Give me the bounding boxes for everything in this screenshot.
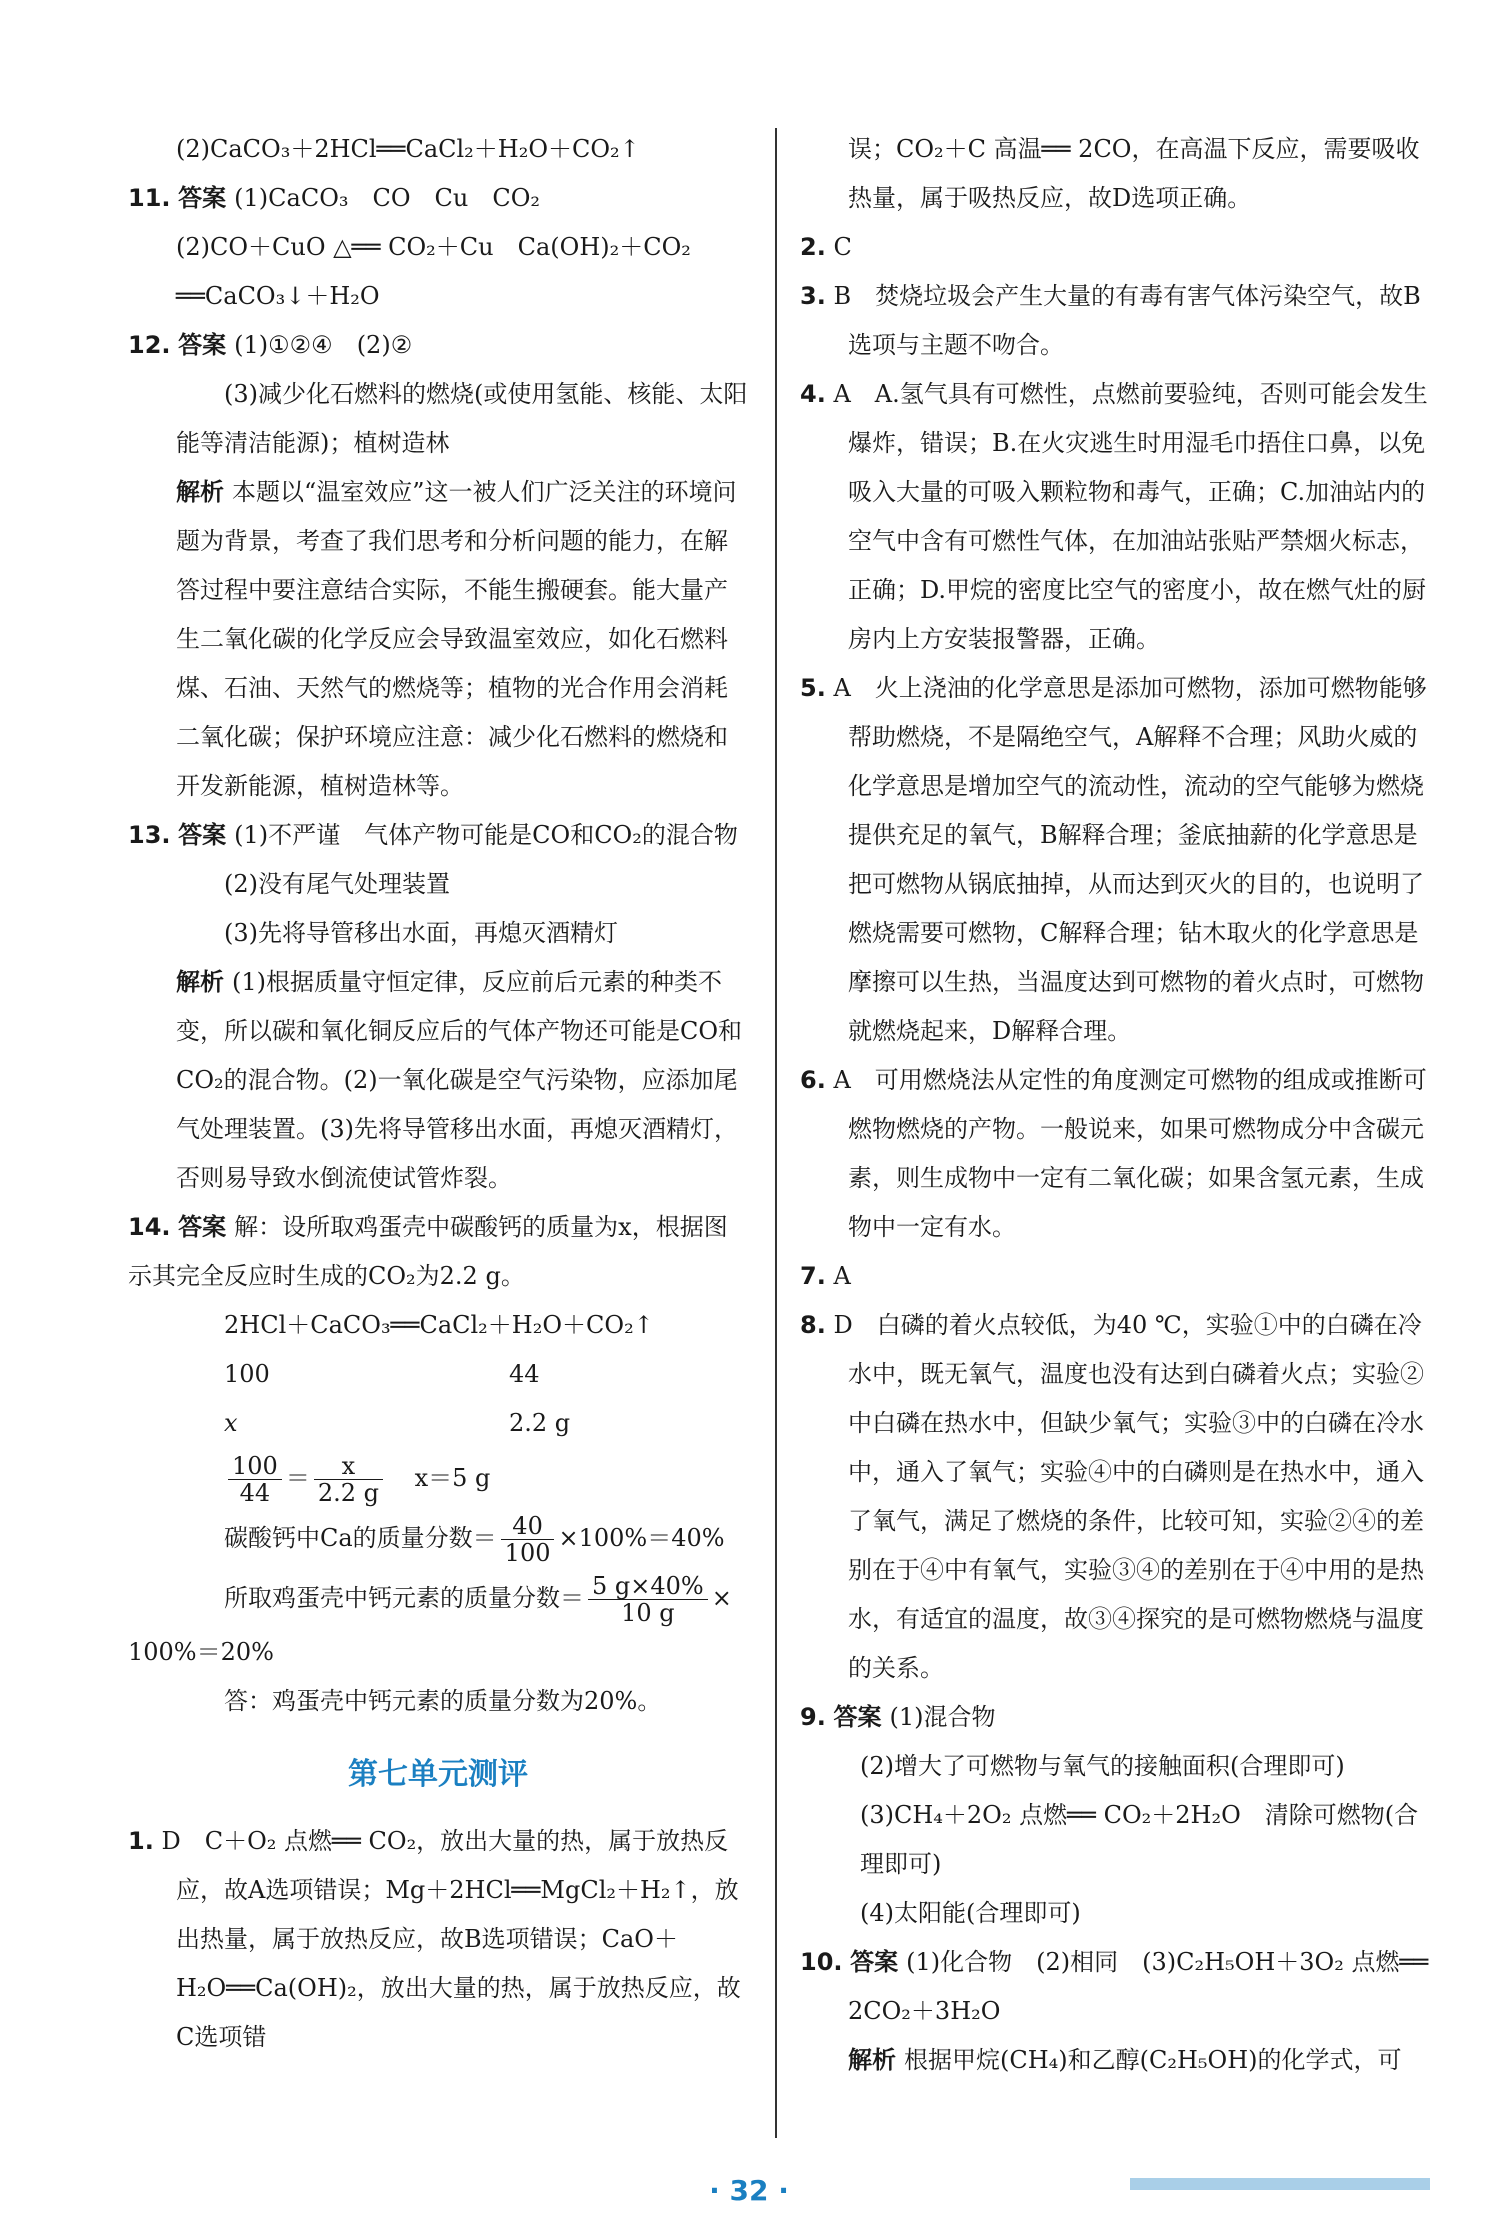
q3-answer bbox=[800, 272, 1440, 370]
answer-label: 答案 bbox=[178, 1213, 227, 1241]
q14-ca-pre: 碳酸钙中Ca的质量分数＝ bbox=[224, 1524, 497, 1552]
q11-answer-2-cont: ══CaCO₃↓＋H₂O bbox=[176, 282, 380, 310]
column-divider bbox=[775, 128, 777, 2138]
q4-answer bbox=[800, 370, 1440, 664]
q4-number: 4. bbox=[800, 380, 826, 408]
q11-answer-1: (1)CaCO₃ CO Cu CO₂ bbox=[234, 184, 541, 212]
q2-answer bbox=[800, 223, 1440, 272]
q14-egg-fraction bbox=[128, 1568, 748, 1628]
q13-answer-3: (3)先将导管移出水面，再熄灭酒精灯 bbox=[224, 919, 618, 947]
fraction-numerator: x bbox=[314, 1453, 383, 1480]
q9-number: 9. bbox=[800, 1703, 826, 1731]
q9-answer bbox=[800, 1693, 1440, 1742]
q14-answer bbox=[128, 1203, 748, 1301]
q14-ratio-1a: 100 bbox=[224, 1360, 270, 1388]
q14-equation: 2HCl＋CaCO₃══CaCl₂＋H₂O＋CO₂↑ bbox=[224, 1311, 654, 1339]
fraction-denominator: 100 bbox=[504, 1539, 551, 1567]
q12-answer-1: (1)①②④ (2)② bbox=[234, 331, 413, 359]
q14-proportion bbox=[128, 1448, 748, 1508]
q9-answer-3: (3)CH₄＋2O₂ 点燃══ CO₂＋2H₂O 清除可燃物(合理即可) bbox=[860, 1801, 1419, 1878]
q9-answer-4: (4)太阳能(合理即可) bbox=[860, 1899, 1081, 1927]
q13-answer bbox=[128, 811, 748, 860]
answer-label: 答案 bbox=[178, 331, 227, 359]
q14-ca-post: ×100%＝40% bbox=[558, 1524, 725, 1552]
q12-analysis-text: 本题以“温室效应”这一被人们广泛关注的环境问题为背景，考查了我们思考和分析问题的能力，在解答过程中要注意结合实际，不能生搬硬套。能大量产生二氧化碳的化学反应会导致温室效应，如化石燃料煤、石油、天然气的燃烧等；植物的光合作用会消耗二氧化碳；保护环境应注意：减少化石燃料的燃烧和开发新能源，植树造林等。 bbox=[176, 478, 737, 800]
page-number: · 32 · bbox=[709, 2174, 789, 2207]
q5-number: 5. bbox=[800, 674, 826, 702]
q10-continuation: (2)CaCO₃＋2HCl══CaCl₂＋H₂O＋CO₂↑ bbox=[176, 135, 640, 163]
q6-text: A 可用燃烧法从定性的角度测定可燃物的组成或推断可燃物燃烧的产物。一般说来，如果可燃物成分中含碳元素，则生成物中一定有二氧化碳；如果含氢元素，生成物中一定有水。 bbox=[833, 1066, 1427, 1241]
fraction-numerator: 40 bbox=[501, 1513, 555, 1540]
q5-answer bbox=[800, 664, 1440, 1056]
q14-egg-cont: 100%＝20% bbox=[128, 1638, 274, 1666]
fraction-denominator: 44 bbox=[239, 1479, 271, 1507]
q14-egg-frac bbox=[588, 1573, 708, 1626]
q8-text: D 白磷的着火点较低，为40 ℃，实验①中的白磷在冷水中，既无氧气，温度也没有达到白磷着火点；实验②中白磷在热水中，但缺少氧气；实验③中的白磷在冷水中，通入了氧气；实验④中的白磷则是在热水中，通入了氧气，满足了燃烧的条件，比较可知，实验②④的差别在于④中有氧气，实验③④的差别在于④中用的是热水，有适宜的温度，故③④探究的是可燃物燃烧与温度的关系。 bbox=[833, 1311, 1424, 1682]
q14-ratio-row-1 bbox=[128, 1350, 748, 1399]
q7-answer bbox=[800, 1252, 1440, 1301]
q10-answer bbox=[800, 1938, 1440, 2036]
q10-analysis-text: 根据甲烷(CH₄)和乙醇(C₂H₅OH)的化学式，可 bbox=[904, 2046, 1402, 2074]
q9-answer-2-text: (2)增大了可燃物与氧气的接触面积(合理即可) bbox=[860, 1752, 1345, 1780]
q13-analysis bbox=[128, 958, 748, 1203]
q14-ca-fraction bbox=[128, 1508, 748, 1568]
q1-number: 1. bbox=[128, 1827, 154, 1855]
q10-number: 10. bbox=[800, 1948, 843, 1976]
q14-ratio-2a: x bbox=[224, 1409, 238, 1437]
q8-number: 8. bbox=[800, 1311, 826, 1339]
equals-sign: ＝ bbox=[285, 1464, 310, 1492]
q12-number: 12. bbox=[128, 331, 171, 359]
q14-ratio-2b: 2.2 g bbox=[509, 1409, 571, 1437]
q14-ratio-row-2 bbox=[128, 1399, 748, 1448]
q6-answer bbox=[800, 1056, 1440, 1252]
q3-text: B 焚烧垃圾会产生大量的有毒有害气体污染空气，故B选项与主题不吻合。 bbox=[833, 282, 1421, 359]
q12-analysis bbox=[128, 468, 748, 811]
fraction-numerator: 5 g×40% bbox=[588, 1573, 708, 1600]
q14-x-value: x＝5 g bbox=[414, 1464, 491, 1492]
answer-label: 答案 bbox=[850, 1948, 899, 1976]
q9-answer-1: (1)混合物 bbox=[889, 1703, 996, 1731]
q12-answer bbox=[128, 321, 748, 370]
fraction-denominator: 2.2 g bbox=[317, 1479, 379, 1507]
q10-answer-text: (1)化合物 (2)相同 (3)C₂H₅OH＋3O₂ 点燃══ 2CO₂＋3H₂O bbox=[848, 1948, 1429, 2025]
section-title: 第七单元测评 bbox=[348, 1757, 528, 1792]
q11-answer-2: (2)CO＋CuO △══ CO₂＋Cu Ca(OH)₂＋CO₂ bbox=[176, 233, 691, 261]
answer-label: 答案 bbox=[178, 184, 227, 212]
q14-number: 14. bbox=[128, 1213, 171, 1241]
q4-text: A A.氢气具有可燃性，点燃前要验纯，否则可能会发生爆炸，错误；B.在火灾逃生时用湿毛巾捂住口鼻，以免吸入大量的可吸入颗粒物和毒气，正确；C.加油站内的空气中含有可燃性气体，在加油站张贴严禁烟火标志，正确；D.甲烷的密度比空气的密度小，故在燃气灶的厨房内上方安装报警器，正确。 bbox=[833, 380, 1428, 653]
q14-fraction-2 bbox=[314, 1453, 383, 1506]
q5-text: A 火上浇油的化学意思是添加可燃物，添加可燃物能够帮助燃烧，不是隔绝空气，A解释不合理；风助火威的化学意思是增加空气的流动性，流动的空气能够为燃烧提供充足的氧气，B解释合理；釜底抽薪的化学意思是把可燃物从锅底抽掉，从而达到灭火的目的，也说明了燃烧需要可燃物，C解释合理；钻木取火的化学意思是摩擦可以生热，当温度达到可燃物的着火点时，可燃物就燃烧起来，D解释合理。 bbox=[833, 674, 1427, 1045]
q13-analysis-text: (1)根据质量守恒定律，反应前后元素的种类不变，所以碳和氧化铜反应后的气体产物还可能是CO和CO₂的混合物。(2)一氧化碳是空气污染物，应添加尾气处理装置。(3)先将导管移出水面，再熄灭酒精灯，否则易导致水倒流使试管炸裂。 bbox=[176, 968, 743, 1192]
q11-answer bbox=[128, 174, 748, 223]
q3-number: 3. bbox=[800, 282, 826, 310]
q14-answer-text: 解：设所取鸡蛋壳中碳酸钙的质量为x，根据图示其完全反应时生成的CO₂为2.2 g。 bbox=[128, 1213, 728, 1290]
footer-decoration-bar bbox=[1130, 2178, 1430, 2190]
q12-answer-3 bbox=[128, 370, 748, 468]
analysis-label: 解析 bbox=[848, 2046, 896, 2074]
fraction-denominator: 10 g bbox=[621, 1599, 675, 1627]
q11-number: 11. bbox=[128, 184, 171, 212]
q14-conclusion: 答：鸡蛋壳中钙元素的质量分数为20%。 bbox=[224, 1687, 662, 1715]
q8-answer bbox=[800, 1301, 1440, 1693]
q6-number: 6. bbox=[800, 1066, 826, 1094]
q2-number: 2. bbox=[800, 233, 826, 261]
analysis-label: 解析 bbox=[176, 968, 224, 996]
left-column bbox=[128, 125, 748, 2062]
q1-answer bbox=[128, 1817, 748, 2062]
answer-label: 答案 bbox=[833, 1703, 882, 1731]
q13-answer-2: (2)没有尾气处理装置 bbox=[224, 870, 450, 898]
q14-egg-pre: 所取鸡蛋壳中钙元素的质量分数＝ bbox=[224, 1584, 584, 1612]
q14-ratio-1b: 44 bbox=[509, 1360, 540, 1388]
q7-number: 7. bbox=[800, 1262, 826, 1290]
q14-fraction-1 bbox=[228, 1453, 282, 1506]
q10-analysis bbox=[800, 2036, 1440, 2085]
q14-egg-post: × bbox=[711, 1584, 732, 1612]
q2-text: C bbox=[833, 233, 852, 261]
q1-text: D C＋O₂ 点燃══ CO₂，放出大量的热，属于放热反应，故A选项错误；Mg＋2HCl══MgCl₂＋H₂↑，放出热量，属于放热反应，故B选项错误；CaO＋H₂O══Ca(OH)₂，放出大量的热，属于放热反应，故C选项错 bbox=[161, 1827, 741, 2051]
right-column bbox=[800, 125, 1440, 2085]
answer-label: 答案 bbox=[178, 821, 227, 849]
q13-answer-1: (1)不严谨 气体产物可能是CO和CO₂的混合物 bbox=[234, 821, 738, 849]
q14-ca-frac bbox=[501, 1513, 555, 1566]
fraction-numerator: 100 bbox=[228, 1453, 282, 1480]
analysis-label: 解析 bbox=[176, 478, 224, 506]
q7-text: A bbox=[833, 1262, 851, 1290]
q1-continuation: 误；CO₂＋C 高温══ 2CO，在高温下反应，需要吸收热量，属于吸热反应，故D选项正确。 bbox=[848, 135, 1420, 212]
q12-answer-3-text: (3)减少化石燃料的燃烧(或使用氢能、核能、太阳能等清洁能源)；植树造林 bbox=[176, 380, 748, 457]
q13-number: 13. bbox=[128, 821, 171, 849]
q9-answer-2 bbox=[800, 1742, 1440, 1791]
